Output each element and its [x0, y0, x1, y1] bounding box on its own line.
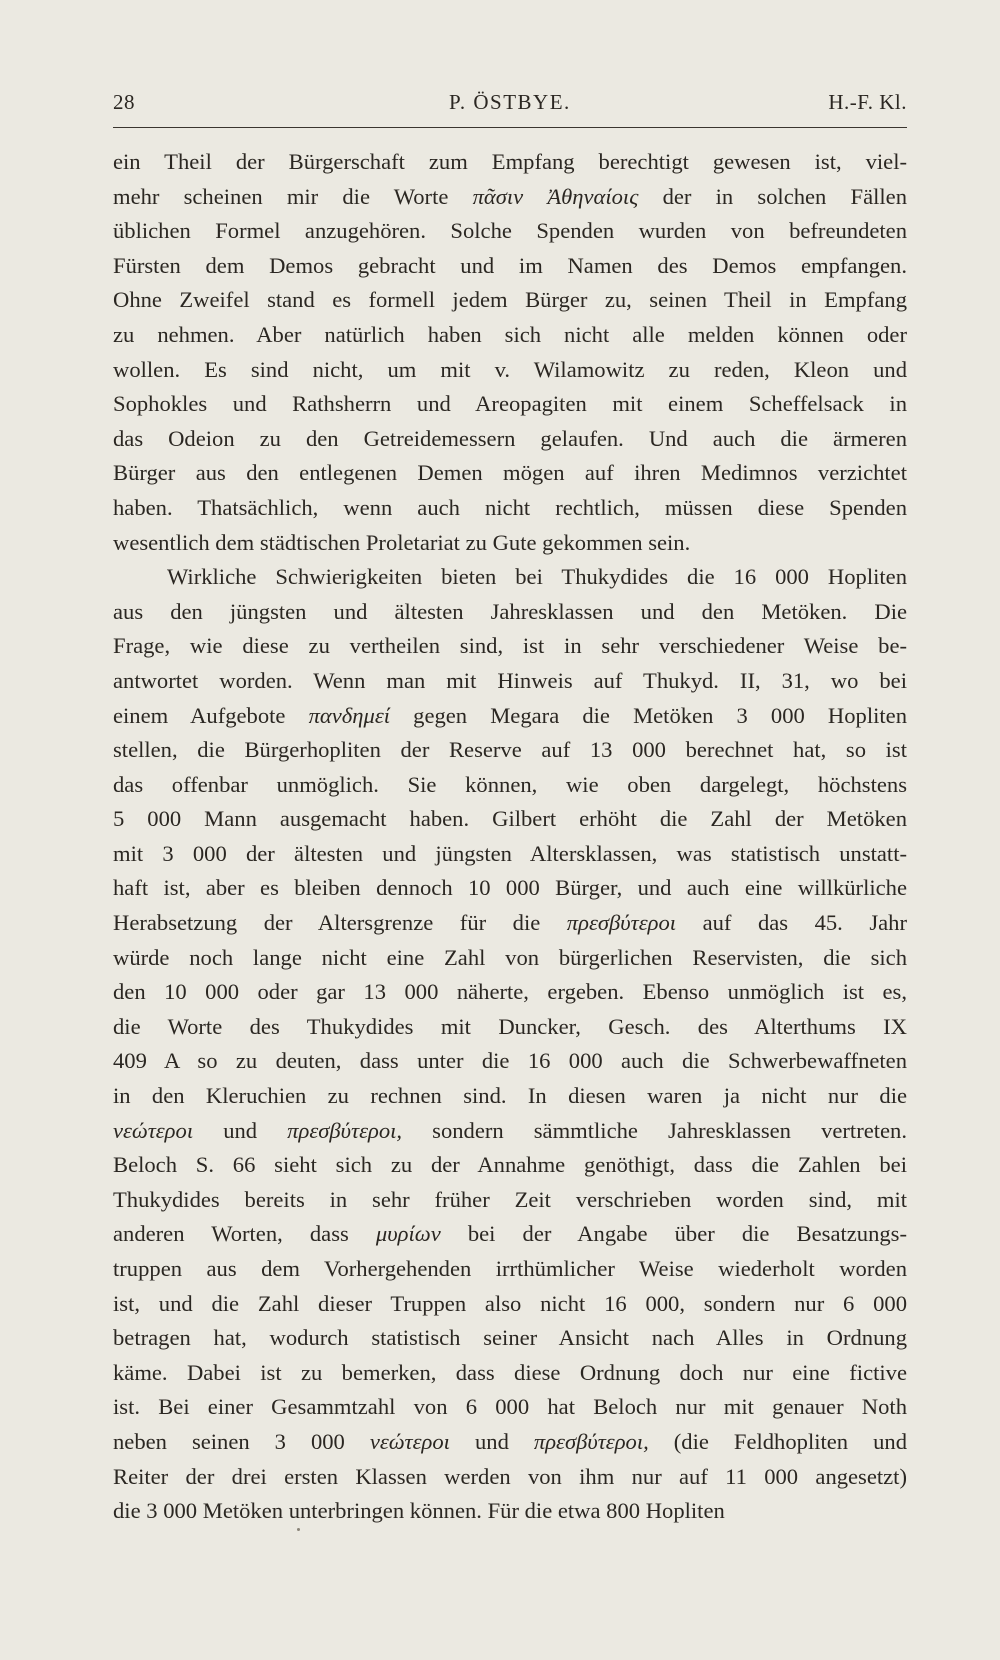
text-segment: in den Kleruchien zu rechnen sind. In diesen waren ja nicht nur die [113, 1083, 907, 1109]
greek-term: πρεσβύτεροι, [533, 1428, 649, 1454]
text-line [113, 1183, 907, 1218]
text-line [113, 1321, 907, 1356]
text-line [113, 941, 907, 976]
text-segment: Beloch S. 66 sieht sich zu der Annahme genöthigt, dass die Zahlen bei [113, 1152, 907, 1178]
greek-term: νεώτεροι [369, 1428, 450, 1454]
running-header [113, 90, 907, 126]
greek-term: πανδημεί [308, 702, 391, 728]
text-segment: wollen. Es sind nicht, um mit v. Wilamowitz zu reden, Kleon und [113, 356, 907, 382]
text-segment: gegen Megara die Metöken 3 000 Hopliten [390, 702, 908, 728]
text-line [113, 699, 907, 734]
text-segment: betragen hat, wodurch statistisch seiner Ansicht nach Alles in Ordnung [113, 1325, 907, 1351]
text-segment: neben seinen 3 000 [113, 1428, 370, 1454]
text-segment: das offenbar unmöglich. Sie können, wie oben dargelegt, höchstens [113, 771, 907, 797]
text-segment: auf das 45. Jahr [676, 910, 907, 936]
text-line [113, 837, 907, 872]
text-line [113, 214, 907, 249]
text-line [113, 1114, 907, 1149]
text-line [113, 1010, 907, 1045]
text-line [113, 526, 907, 561]
text-line [113, 180, 907, 215]
text-line [113, 422, 907, 457]
text-line [113, 1494, 907, 1529]
text-line [113, 906, 907, 941]
text-line [113, 1425, 907, 1460]
text-line [113, 1287, 907, 1322]
text-segment: Frage, wie diese zu vertheilen sind, ist in sehr verschiedener Weise be- [113, 633, 907, 659]
greek-term: πρεσβύτεροι [566, 910, 677, 936]
text-segment: Thukydides bereits in sehr früher Zeit verschrieben worden sind, mit [113, 1186, 907, 1212]
text-line [113, 387, 907, 422]
text-line [113, 491, 907, 526]
running-head-author: P. ÖSTBYE. [449, 90, 571, 114]
text-segment: Sophokles und Rathsherrn und Areopagiten mit einem Scheffelsack in [113, 391, 907, 417]
text-segment: 5 000 Mann ausgemacht haben. Gilbert erhöht die Zahl der Metöken [113, 806, 907, 832]
text-line [113, 595, 907, 630]
text-segment: haben. Thatsächlich, wenn auch nicht rechtlich, müssen diese Spenden [113, 494, 907, 520]
greek-term: μυρίων [375, 1221, 441, 1247]
text-segment: bei der Angabe über die Besatzungs- [440, 1221, 907, 1247]
text-segment: würde noch lange nicht eine Zahl von bürgerlichen Reservisten, die sich [113, 944, 907, 970]
text-line [113, 1390, 907, 1425]
text-segment: (die Feldhopliten und [648, 1428, 908, 1454]
text-line [113, 975, 907, 1010]
text-segment: sondern sämmtliche Jahresklassen vertreten. [402, 1117, 907, 1143]
text-line [113, 664, 907, 699]
text-segment: die Worte des Thukydides mit Duncker, Gesch. des Alterthums IX [113, 1013, 907, 1039]
body-text [113, 145, 907, 1529]
text-line [113, 456, 907, 491]
text-line [113, 733, 907, 768]
text-segment: mit 3 000 der ältesten und jüngsten Altersklassen, was statistisch unstatt- [113, 840, 907, 866]
text-segment: den 10 000 oder gar 13 000 näherte, ergeben. Ebenso unmöglich ist es, [113, 979, 907, 1005]
greek-term: πρεσβύτεροι, [287, 1117, 403, 1143]
text-line [113, 283, 907, 318]
text-segment: 409 A so zu deuten, dass unter die 16 000 auch die Schwerbewaffneten [113, 1048, 907, 1074]
text-segment: einem Aufgebote [113, 702, 309, 728]
text-segment: das Odeion zu den Getreidemessern gelaufen. Und auch die ärmeren [113, 425, 907, 451]
text-segment: ist. Bei einer Gesammtzahl von 6 000 hat Beloch nur mit genauer Noth [113, 1394, 907, 1420]
text-segment: zu nehmen. Aber natürlich haben sich nicht alle melden können oder [113, 321, 907, 347]
text-line [113, 629, 907, 664]
text-line [113, 1252, 907, 1287]
text-segment: ist, und die Zahl dieser Truppen also nicht 16 000, sondern nur 6 000 [113, 1290, 907, 1316]
text-line [113, 802, 907, 837]
text-segment: und [193, 1117, 288, 1143]
running-head-section: H.-F. Kl. [828, 90, 907, 114]
text-segment: stellen, die Bürgerhopliten der Reserve auf 13 000 berechnet hat, so ist [113, 737, 907, 763]
text-line [113, 249, 907, 284]
text-segment: truppen aus dem Vorhergehenden irrthümlicher Weise wiederholt worden [113, 1256, 907, 1281]
text-segment: Ohne Zweifel stand es formell jedem Bürger zu, seinen Theil in Empfang [113, 287, 907, 313]
text-segment: haft ist, aber es bleiben dennoch 10 000 Bürger, und auch eine willkürliche [113, 875, 907, 901]
greek-term: νεώτεροι [113, 1117, 194, 1143]
text-line [113, 1460, 907, 1495]
print-speck [297, 1528, 300, 1531]
text-segment: wesentlich dem städtischen Proletariat zu Gute gekommen sein. [113, 529, 691, 555]
greek-term: πᾶσιν Ἀθηναίοις [472, 183, 639, 209]
text-segment: der in solchen Fällen [638, 183, 908, 209]
page-number: 28 [113, 90, 135, 114]
text-line [113, 353, 907, 388]
text-segment: Fürsten dem Demos gebracht und im Namen des Demos empfangen. [113, 252, 907, 278]
text-segment: und [449, 1428, 534, 1454]
text-segment: mehr scheinen mir die Worte [113, 183, 473, 209]
text-segment: Herabsetzung der Altersgrenze für die [113, 910, 567, 936]
text-line [113, 318, 907, 353]
text-line [113, 1356, 907, 1391]
text-line [113, 1079, 907, 1114]
text-segment: anderen Worten, dass [113, 1221, 376, 1247]
text-segment: antwortet worden. Wenn man mit Hinweis auf Thukyd. II, 31, wo bei [113, 667, 907, 693]
text-segment: die 3 000 Metöken unterbringen können. Für die etwa 800 Hopliten [113, 1498, 725, 1524]
text-segment: üblichen Formel anzugehören. Solche Spenden wurden von befreundeten [113, 218, 907, 244]
text-segment: Bürger aus den entlegenen Demen mögen auf ihren Medimnos verzichtet [113, 460, 907, 486]
text-line [113, 1044, 907, 1079]
text-line [113, 871, 907, 906]
text-segment: Reiter der drei ersten Klassen werden von ihm nur auf 11 000 angesetzt) [113, 1463, 907, 1489]
text-line [113, 1148, 907, 1183]
text-line [113, 560, 907, 595]
header-rule [113, 127, 907, 128]
text-segment: ein Theil der Bürgerschaft zum Empfang berechtigt gewesen ist, viel- [113, 149, 907, 174]
text-line [113, 768, 907, 803]
text-line [113, 1217, 907, 1252]
text-line [113, 145, 907, 180]
text-segment: käme. Dabei ist zu bemerken, dass diese Ordnung doch nur eine fictive [113, 1359, 907, 1385]
text-segment: aus den jüngsten und ältesten Jahresklassen und den Metöken. Die [113, 598, 907, 624]
text-segment: Wirkliche Schwierigkeiten bieten bei Thukydides die 16 000 Hopliten [167, 564, 907, 590]
